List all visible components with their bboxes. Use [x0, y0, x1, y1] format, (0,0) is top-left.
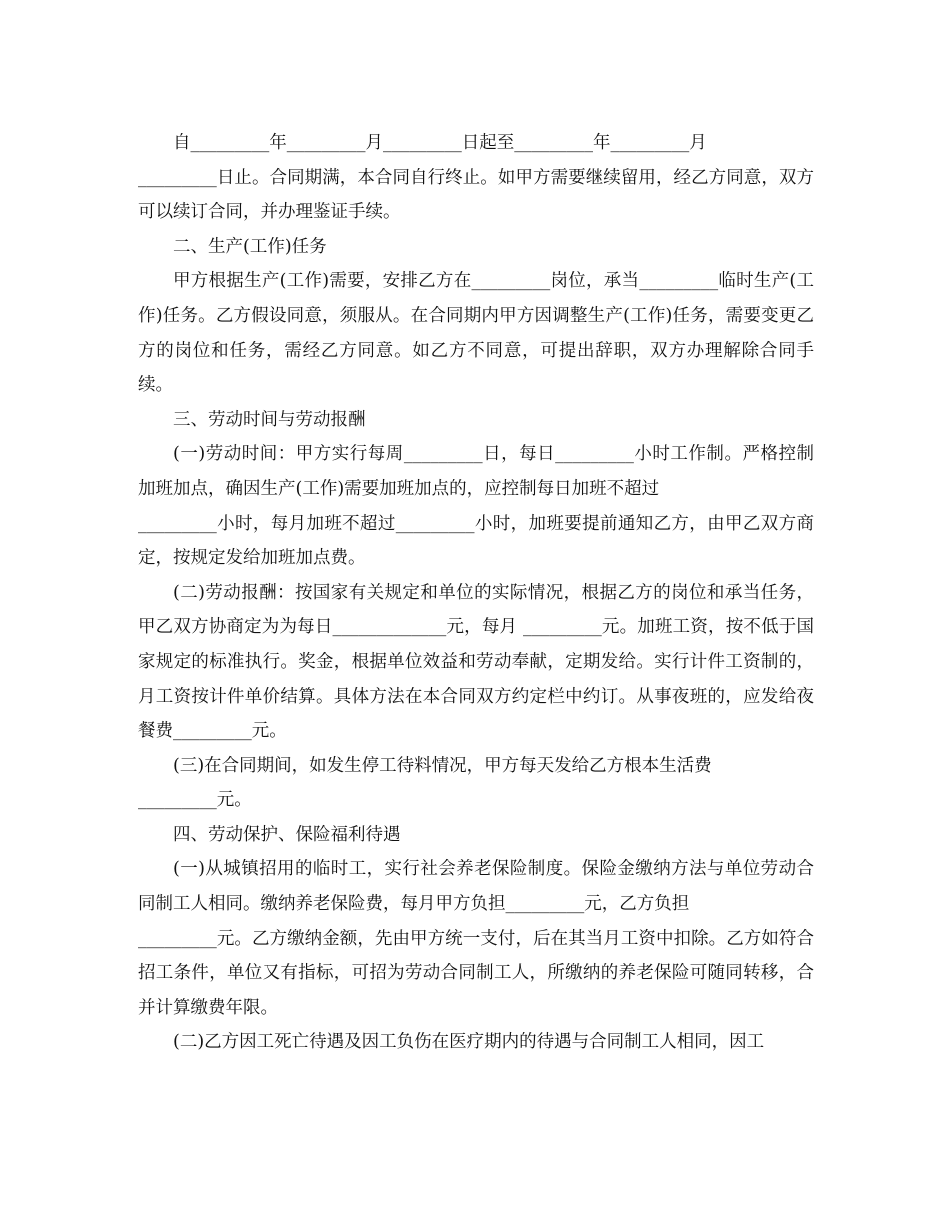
paragraph-term-start: 自_________年_________月_________日起至_________年_________月: [173, 133, 707, 153]
paragraph-living-allowance-continued: _________元。: [138, 790, 252, 811]
section-heading-hours-pay: 三、劳动时间与劳动报酬: [173, 409, 366, 430]
document-body: [138, 126, 814, 1060]
paragraph-term-end: _________日止。合同期满，本合同自行终止。如甲方需要继续留用，经乙方同意，双方可以续订合同，并办理鉴证手续。: [138, 167, 814, 223]
paragraph-living-allowance: (三)在合同期间，如发生停工待料情况，甲方每天发给乙方根本生活费: [173, 755, 712, 776]
section-heading-protection-insurance: 四、劳动保护、保险福利待遇: [173, 824, 401, 845]
paragraph-remuneration: (二)劳动报酬：按国家有关规定和单位的实际情况，根据乙方的岗位和承当任务，甲乙双方协商定为为每日_____________元，每月 _________元。加班工资，按不低于国家规定的标准执行。奖金，根据单位效益和劳动奉献，定期发给。实行计件工资制的，月工资按计件单价结算。具体方法在本合同双方约定栏中约订。从事夜班的，应发给夜餐费_________元。: [138, 582, 814, 742]
paragraph-working-hours: (一)劳动时间：甲方实行每周_________日，每日_________小时工作制。严格控制加班加点，确因生产(工作)需要加班加点的，应控制每日加班不超过: [138, 444, 814, 499]
paragraph-pension-insurance-continued: _________元。乙方缴纳金额，先由甲方统一支付，后在其当月工资中扣除。乙方如符合招工条件，单位又有指标，可招为劳动合同制工人，所缴纳的养老保险可随同转移，合并计算缴费年限。: [138, 928, 814, 1018]
paragraph-work-task: 甲方根据生产(工作)需要，安排乙方在_________岗位，承当_________临时生产(工作)任务。乙方假设同意，须服从。在合同期内甲方因调整生产(工作)任务，需要变更乙方的岗位和任务，需经乙方同意。如乙方不同意，可提出辞职，双方办理解除合同手续。: [138, 271, 814, 396]
paragraph-injury-benefits: (二)乙方因工死亡待遇及因工负伤在医疗期内的待遇与合同制工人相同，因工: [173, 1032, 765, 1053]
paragraph-working-hours-continued: _________小时，每月加班不超过_________小时，加班要提前通知乙方，由甲乙双方商定，按规定发给加班加点费。: [138, 513, 814, 569]
paragraph-pension-insurance: (一)从城镇招用的临时工，实行社会养老保险制度。保险金缴纳方法与单位劳动合同制工人相同。缴纳养老保险费，每月甲方负担_________元，乙方负担: [138, 859, 814, 915]
section-heading-work-task: 二、生产(工作)任务: [173, 236, 327, 257]
